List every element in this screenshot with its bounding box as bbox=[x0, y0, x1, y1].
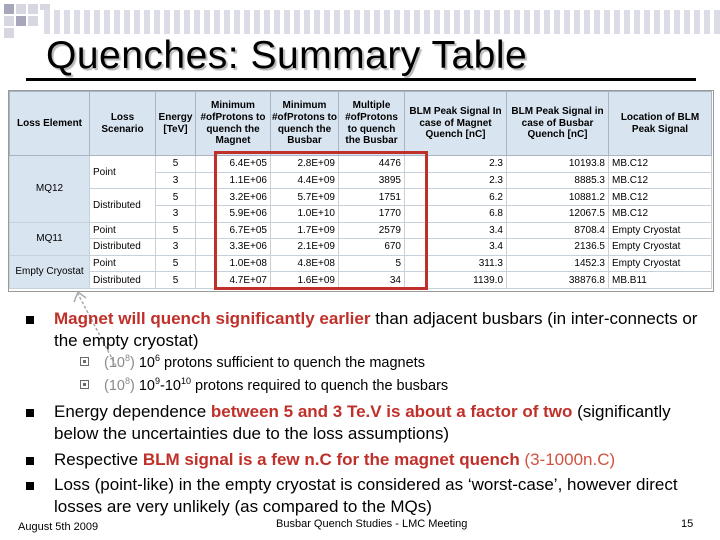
location-cell: Empty Cryostat bbox=[609, 222, 712, 239]
multiple-cell: 3895 bbox=[339, 172, 405, 189]
header-cell: Multiple #ofProtons to quench the Busbar bbox=[339, 92, 405, 156]
multiple-cell: 670 bbox=[339, 239, 405, 256]
min-magnet-cell: 6.7E+05 bbox=[196, 222, 271, 239]
min-busbar-cell: 1.6E+09 bbox=[271, 272, 339, 289]
sub-bullet-text: 10 bbox=[134, 378, 155, 394]
min-magnet-cell: 4.7E+07 bbox=[196, 272, 271, 289]
location-cell: MB.C12 bbox=[609, 156, 712, 173]
energy-cell: 5 bbox=[156, 222, 196, 239]
min-magnet-cell: 3.3E+06 bbox=[196, 239, 271, 256]
location-cell: Empty Cryostat bbox=[609, 239, 712, 256]
bullet-marker bbox=[26, 482, 34, 490]
location-cell: Empty Cryostat bbox=[609, 255, 712, 272]
blm-busbar-cell: 8885.3 bbox=[507, 172, 609, 189]
loss-scenario-cell: Point bbox=[90, 255, 156, 272]
bullet-text: than adjacent busbars (in inter-connects or the empty cryostat) bbox=[54, 309, 698, 350]
bullet-text: (significantly below the uncertainties due to the loss assumptions) bbox=[54, 402, 671, 443]
bullet-marker bbox=[26, 316, 34, 324]
blm-magnet-cell: 311.3 bbox=[405, 255, 507, 272]
energy-cell: 5 bbox=[156, 156, 196, 173]
location-cell: MB.C12 bbox=[609, 205, 712, 222]
blm-magnet-cell: 3.4 bbox=[405, 239, 507, 256]
grey-exponent: 8 bbox=[124, 376, 130, 387]
loss-scenario-cell: Point bbox=[90, 156, 156, 189]
blm-magnet-cell: 2.3 bbox=[405, 172, 507, 189]
footer-title: Busbar Quench Studies - LMC Meeting bbox=[276, 518, 468, 530]
sub-bullet-text: 10 bbox=[134, 355, 155, 371]
exponent: 10 bbox=[180, 376, 191, 387]
bullet-highlight: Magnet will quench significantly earlier bbox=[54, 309, 371, 328]
sub-bullet-marker bbox=[80, 380, 89, 389]
exponent: 6 bbox=[155, 353, 161, 364]
location-cell: MB.B11 bbox=[609, 272, 712, 289]
loss-scenario-cell: Distributed bbox=[90, 272, 156, 289]
multiple-cell: 4476 bbox=[339, 156, 405, 173]
bullet-marker bbox=[26, 457, 34, 465]
grey-close: ) bbox=[129, 378, 135, 394]
header-cell: Location of BLM Peak Signal bbox=[609, 92, 712, 156]
loss-element-cell: MQ11 bbox=[10, 222, 90, 255]
min-busbar-cell: 5.7E+09 bbox=[271, 189, 339, 206]
min-busbar-cell: 4.8E+08 bbox=[271, 255, 339, 272]
min-magnet-cell: 6.4E+05 bbox=[196, 156, 271, 173]
min-magnet-cell: 3.2E+06 bbox=[196, 189, 271, 206]
energy-cell: 3 bbox=[156, 172, 196, 189]
blm-busbar-cell: 12067.5 bbox=[507, 205, 609, 222]
blm-busbar-cell: 2136.5 bbox=[507, 239, 609, 256]
grey-exponent: 8 bbox=[124, 353, 130, 364]
footer-date: August 5th 2009 bbox=[18, 521, 99, 533]
bullet-highlight: BLM signal is a few n.C for the magnet quench bbox=[142, 450, 520, 469]
grey-prefix: (10 bbox=[104, 355, 125, 371]
header-cell: Minimum #ofProtons to quench the Magnet bbox=[196, 92, 271, 156]
sub-bullet-text: protons sufficient to quench the magnets bbox=[160, 355, 425, 371]
loss-element-cell: MQ12 bbox=[10, 156, 90, 223]
min-magnet-cell: 1.0E+08 bbox=[196, 255, 271, 272]
min-busbar-cell: 4.4E+09 bbox=[271, 172, 339, 189]
location-cell: MB.C12 bbox=[609, 189, 712, 206]
sub-bullet-grey-text bbox=[104, 355, 135, 371]
min-busbar-cell: 1.0E+10 bbox=[271, 205, 339, 222]
sub-bullet-text: protons required to quench the busbars bbox=[191, 378, 449, 394]
header-cell: Minimum #ofProtons to quench the Busbar bbox=[271, 92, 339, 156]
min-busbar-cell: 2.1E+09 bbox=[271, 239, 339, 256]
bullet-text: Loss (point-like) in the empty cryostat is considered as ‘worst-case’, however direct losses are very unlikely (as compared to the MQs) bbox=[54, 475, 678, 516]
sub-bullet-grey-text bbox=[104, 378, 135, 394]
energy-cell: 3 bbox=[156, 205, 196, 222]
multiple-cell: 1751 bbox=[339, 189, 405, 206]
blm-magnet-cell: 2.3 bbox=[405, 156, 507, 173]
multiple-cell: 1770 bbox=[339, 205, 405, 222]
header-cell: Loss Scenario bbox=[90, 92, 156, 156]
sub-bullet-text: -10 bbox=[160, 378, 181, 394]
loss-scenario-cell: Distributed bbox=[90, 239, 156, 256]
energy-cell: 5 bbox=[156, 255, 196, 272]
bullet-text: Respective bbox=[54, 450, 143, 469]
bullet-paren: (3-1000n.C) bbox=[519, 450, 616, 469]
exponent: 9 bbox=[155, 376, 161, 387]
min-busbar-cell: 1.7E+09 bbox=[271, 222, 339, 239]
blm-busbar-cell: 10193.8 bbox=[507, 156, 609, 173]
blm-magnet-cell: 3.4 bbox=[405, 222, 507, 239]
multiple-cell: 5 bbox=[339, 255, 405, 272]
multiple-cell: 2579 bbox=[339, 222, 405, 239]
loss-scenario-cell: Distributed bbox=[90, 189, 156, 222]
blm-magnet-cell: 1139.0 bbox=[405, 272, 507, 289]
page-number: 15 bbox=[681, 518, 694, 530]
grey-close: ) bbox=[129, 355, 135, 371]
energy-cell: 5 bbox=[156, 272, 196, 289]
blm-busbar-cell: 38876.8 bbox=[507, 272, 609, 289]
multiple-cell: 34 bbox=[339, 272, 405, 289]
header-cell: BLM Peak Signal in case of Busbar Quench [nC] bbox=[507, 92, 609, 156]
blm-busbar-cell: 10881.2 bbox=[507, 189, 609, 206]
min-busbar-cell: 2.8E+09 bbox=[271, 156, 339, 173]
header-cell: Loss Element bbox=[10, 92, 90, 156]
bullet-text: Energy dependence bbox=[54, 402, 211, 421]
min-magnet-cell: 1.1E+06 bbox=[196, 172, 271, 189]
location-cell: MB.C12 bbox=[609, 172, 712, 189]
loss-scenario-cell: Point bbox=[90, 222, 156, 239]
energy-cell: 5 bbox=[156, 189, 196, 206]
loss-element-cell: Empty Cryostat bbox=[10, 255, 90, 288]
header-cell: BLM Peak Signal In case of Magnet Quench [nC] bbox=[405, 92, 507, 156]
slide-title: Quenches: Summary Table bbox=[46, 34, 528, 77]
bullet-highlight: between 5 and 3 Te.V is about a factor of two bbox=[210, 402, 573, 421]
blm-magnet-cell: 6.8 bbox=[405, 205, 507, 222]
energy-cell: 3 bbox=[156, 239, 196, 256]
min-magnet-cell: 5.9E+06 bbox=[196, 205, 271, 222]
sub-bullet-marker bbox=[80, 357, 89, 366]
blm-busbar-cell: 1452.3 bbox=[507, 255, 609, 272]
blm-magnet-cell: 6.2 bbox=[405, 189, 507, 206]
header-cell: Energy [TeV] bbox=[156, 92, 196, 156]
blm-busbar-cell: 8708.4 bbox=[507, 222, 609, 239]
grey-prefix: (10 bbox=[104, 378, 125, 394]
bullet-marker bbox=[26, 409, 34, 417]
